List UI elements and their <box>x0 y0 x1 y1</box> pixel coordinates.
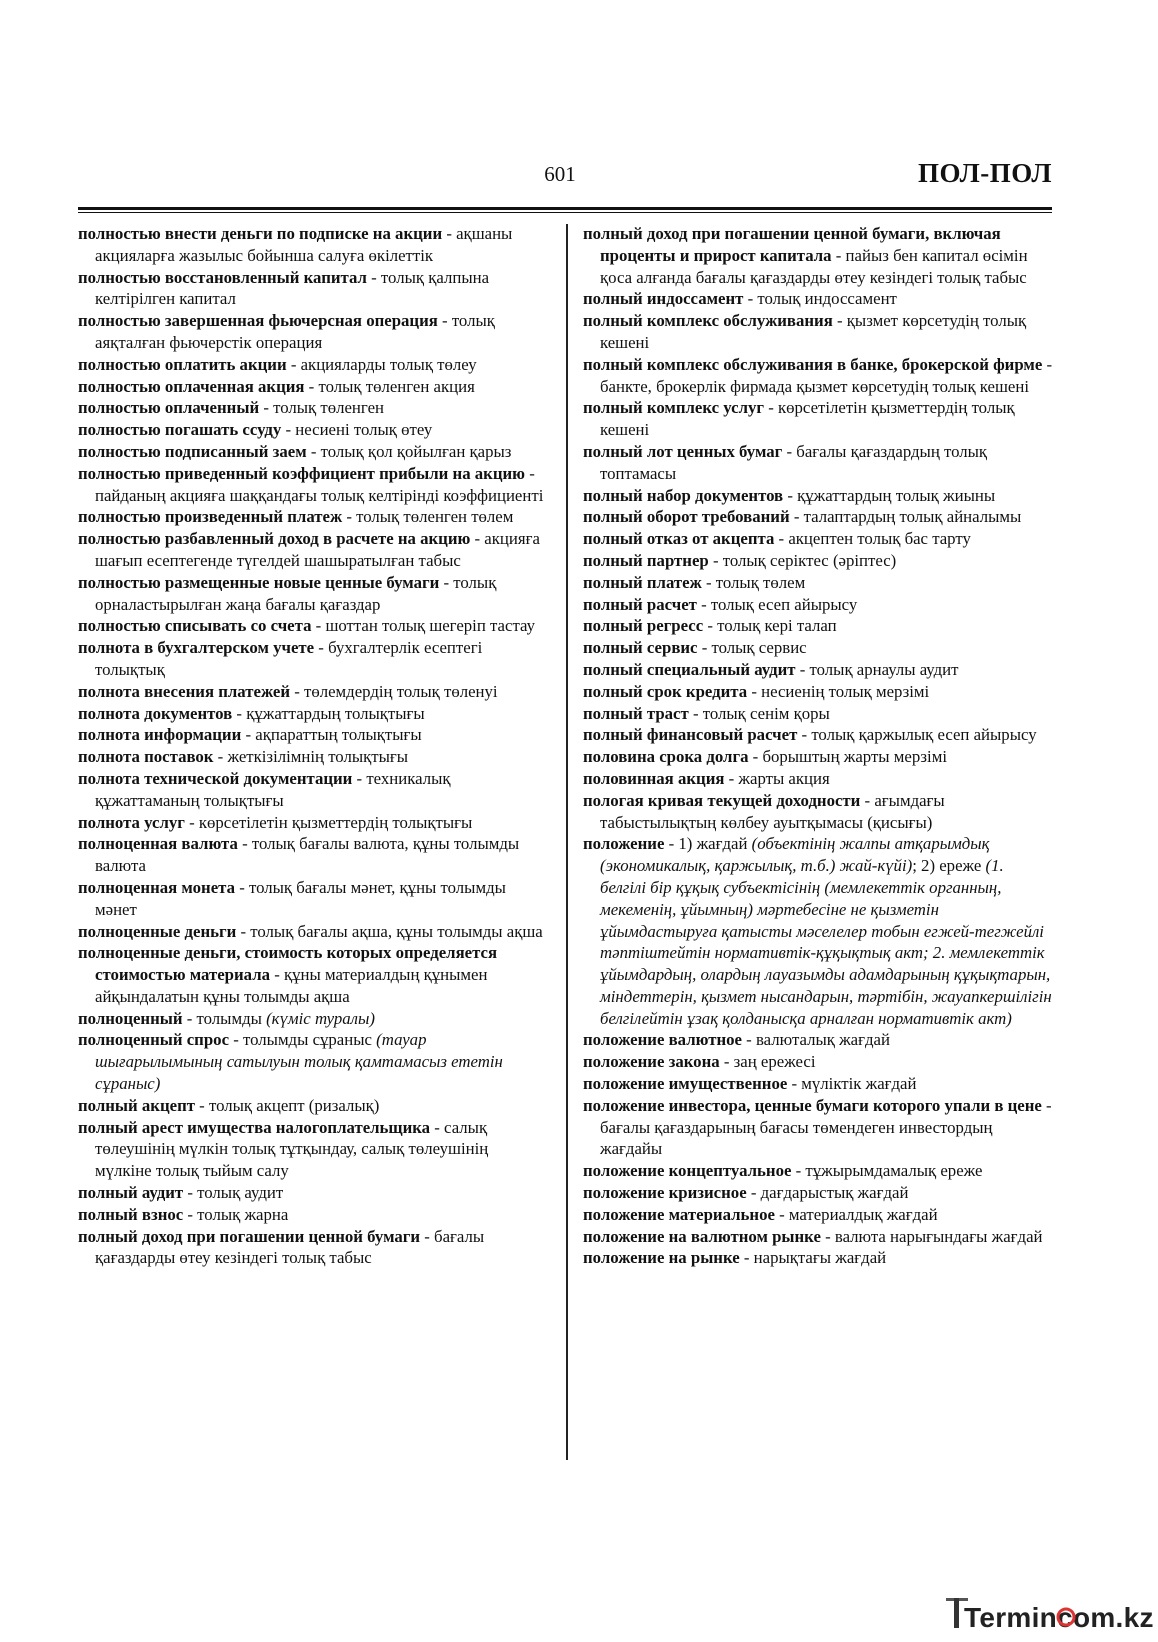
entry-term: полноценный спрос <box>78 1030 230 1050</box>
entry-definition: - ағымдағы табыстылықтың көлбеу ауытқымасы (қисығы) <box>600 790 945 832</box>
dictionary-entry <box>583 1160 1053 1182</box>
entry-term: полностью разбавленный доход в расчете на акцию <box>78 529 471 549</box>
dictionary-entry <box>583 1226 1053 1248</box>
dictionary-entry <box>583 223 1053 288</box>
dictionary-entry <box>583 637 1053 659</box>
entry-definition: - ақпараттың толықтығы <box>241 725 422 745</box>
dictionary-entry <box>583 485 1053 507</box>
entry-term: полностью списывать со счета <box>78 616 312 636</box>
entry-definition: - толық акцепт (ризалық) <box>194 1095 380 1115</box>
entry-term: положение имущественное <box>583 1074 788 1094</box>
dictionary-entry <box>583 1029 1053 1051</box>
entry-definition: - толық бағалы ақша, құны толымды ақша <box>236 921 543 941</box>
dictionary-entry <box>78 1008 548 1030</box>
entry-definition: - заң ережесі <box>719 1052 816 1072</box>
dictionary-entry <box>78 812 548 834</box>
dictionary-entry <box>78 1117 548 1182</box>
entry-definition: - толық қаржылық есеп айырысу <box>797 725 1037 745</box>
entry-definition: - шоттан толық шегеріп тастау <box>311 616 535 636</box>
dictionary-entry <box>583 506 1053 528</box>
entry-definition: - толымды <box>182 1008 267 1028</box>
entry-definition: - толық серіктес (әріптес) <box>708 550 897 570</box>
watermark-logo <box>944 1590 1154 1634</box>
entry-definition: - толық төленген <box>259 398 385 418</box>
entry-term: полный взнос <box>78 1204 184 1224</box>
entry-term: положение на валютном рынке <box>583 1226 821 1246</box>
entry-definition: - толық индоссамент <box>743 289 897 309</box>
entry-term: полностью приведенный коэффициент прибыли на акцию <box>78 463 525 483</box>
dictionary-entry <box>583 550 1053 572</box>
entry-definition: - дағдарыстық жағдай <box>746 1183 909 1203</box>
entry-term: полнота внесения платежей <box>78 681 291 701</box>
entry-term: полный акцепт <box>78 1095 195 1115</box>
entry-term: полный расчет <box>583 594 697 614</box>
entry-definition: - валюта нарығындағы жағдай <box>820 1226 1043 1246</box>
entry-term: полностью завершенная фьючерсная операция <box>78 311 438 331</box>
entry-definition: - көрсетілетін қызметтердің толық кешені <box>600 398 1015 440</box>
entry-term: полноценная монета <box>78 877 235 897</box>
entry-term: полный специальный аудит <box>583 659 796 679</box>
dictionary-entry <box>78 419 548 441</box>
entry-note: (күміс туралы) <box>266 1008 375 1028</box>
dictionary-entry <box>78 506 548 528</box>
entry-note: (объектінің жалпы атқарымдық (экономикалық, қаржылық, т.б.) жай-күйі) <box>600 834 990 876</box>
entry-term: полностью произведенный платеж <box>78 507 343 527</box>
dictionary-entry <box>78 833 548 877</box>
dictionary-entry <box>78 1204 548 1226</box>
entry-definition: - толық қол қойылған қарыз <box>306 441 512 461</box>
entry-term: полный доход при погашении ценной бумаги, включая проценты и прирост капитала <box>583 224 1001 265</box>
entry-term: полный индоссамент <box>583 289 744 309</box>
entry-term: полностью оплатить акции <box>78 354 287 374</box>
entry-term: полный оборот требований <box>583 507 790 527</box>
entry-definition: - жеткізілімнің толықтығы <box>213 747 409 767</box>
entry-definition: - бағалы қағаздардың толық топтамасы <box>600 441 988 483</box>
dictionary-entry <box>78 397 548 419</box>
entry-definition: - несиенің толық мерзімі <box>747 681 930 701</box>
dictionary-entry <box>78 223 548 267</box>
dictionary-entry <box>583 288 1053 310</box>
entry-definition: - 1) жағдай <box>664 834 752 854</box>
entry-term: половина срока долга <box>583 747 749 767</box>
header-rule <box>78 207 1052 210</box>
dictionary-entry <box>583 441 1053 485</box>
entry-definition: - толық қалпына келтірілген капитал <box>95 267 490 309</box>
entry-term: полный комплекс обслуживания в банке, брокерской фирме <box>583 354 1043 374</box>
entry-term: полный аудит <box>78 1183 184 1203</box>
entry-definition: - толымды сұраныс <box>229 1030 377 1050</box>
entry-definition: - толық аудит <box>183 1183 284 1203</box>
page-running-head: ПОЛ-ПОЛ <box>917 158 1052 188</box>
entry-definition: - төлемдердің толық төленуі <box>290 681 498 701</box>
left-column <box>78 223 548 1269</box>
entry-term: положение закона <box>583 1052 720 1072</box>
entry-term: полный траст <box>583 703 689 723</box>
entry-definition: - толық кері талап <box>703 616 837 636</box>
dictionary-entry <box>78 1095 548 1117</box>
dictionary-entry <box>583 746 1053 768</box>
entry-term: полностью оплаченный <box>78 398 260 418</box>
entry-term: полный финансовый расчет <box>583 725 798 745</box>
watermark-text: Termincom.kz <box>964 1602 1154 1633</box>
dictionary-entry <box>583 1247 1053 1269</box>
entry-term: полностью подписанный заем <box>78 441 307 461</box>
entry-term: полный регресс <box>583 616 704 636</box>
dictionary-entry <box>583 1051 1053 1073</box>
entry-term: полностью оплаченная акция <box>78 376 305 396</box>
entry-definition-2: ; 2) ереже <box>912 856 986 876</box>
entry-term: полнота технической документации <box>78 768 353 788</box>
entry-term: полнота информации <box>78 725 242 745</box>
dictionary-entry <box>583 681 1053 703</box>
dictionary-entry <box>583 1095 1053 1160</box>
dictionary-entry <box>583 397 1053 441</box>
dictionary-entry <box>78 942 548 1007</box>
entry-definition: - бағалы қағаздарды өтеу кезіндегі толық табыс <box>95 1226 485 1268</box>
dictionary-entry <box>78 267 548 311</box>
entry-term: полноценные деньги, стоимость которых определяется стоимостью материала <box>78 943 498 985</box>
entry-definition: - бағалы қағаздарының бағасы төмендеген инвестордың жағдайы <box>600 1095 1052 1159</box>
dictionary-entry <box>78 1226 548 1270</box>
entry-definition: - толық төленген акция <box>304 376 475 396</box>
dictionary-entry <box>78 376 548 398</box>
entry-definition: - толық аяқталған фьючерстік операция <box>95 311 495 352</box>
header-rule-thin <box>78 212 1052 213</box>
entry-definition: - толық орналастырылған жаңа бағалы қағаздар <box>95 572 497 614</box>
entry-term: полный комплекс обслуживания <box>583 311 833 331</box>
entry-term: положение на рынке <box>583 1248 740 1268</box>
dictionary-entry <box>78 354 548 376</box>
entry-term: пологая кривая текущей доходности <box>583 790 861 810</box>
page-number: 601 <box>544 162 576 186</box>
dictionary-entry <box>583 724 1053 746</box>
entry-definition: - акцияға шағып есептегенде түгелдей шашыратылған табыс <box>95 529 540 570</box>
entry-term: полный лот ценных бумаг <box>583 441 783 461</box>
entry-term: полный арест имущества налогоплательщика <box>78 1117 431 1137</box>
dictionary-entry <box>583 703 1053 725</box>
dictionary-entry <box>78 724 548 746</box>
entry-definition: - толық есеп айырысу <box>696 594 858 614</box>
dictionary-entry <box>78 1182 548 1204</box>
entry-definition: - ақшаны акцияларға жазылыс бойынша салуға өкілеттік <box>95 224 513 265</box>
entry-definition: - мүліктік жағдай <box>787 1074 917 1094</box>
entry-definition: - тұжырымдамалық ереже <box>791 1161 983 1181</box>
entry-definition: - бухгалтерлік есептегі толықтық <box>95 638 483 679</box>
entry-definition: - банкте, брокерлік фирмада қызмет көрсетудің толық кешені <box>600 354 1053 396</box>
entry-term: положение инвестора, ценные бумаги которого упали в цене <box>583 1095 1042 1115</box>
watermark-logo-graphic <box>944 1590 1154 1634</box>
dictionary-entry <box>78 463 548 507</box>
dictionary-entry <box>78 921 548 943</box>
entry-definition: - қызмет көрсетудің толық кешені <box>600 311 1027 352</box>
entry-definition: - валюталық жағдай <box>741 1030 890 1050</box>
entry-term: полный сервис <box>583 638 698 658</box>
entry-definition: - материалдық жағдай <box>774 1204 938 1224</box>
entry-definition: - толық төлем <box>701 572 806 592</box>
entry-term: полный набор документов <box>583 485 784 505</box>
entry-term: положение материальное <box>583 1204 775 1224</box>
entry-definition: - пайданың акцияға шаққандағы толық келтірінді коэффициенті <box>95 463 544 505</box>
entry-term: полный отказ от акцепта <box>583 529 775 549</box>
entry-term: положение концептуальное <box>583 1161 792 1181</box>
dictionary-entry <box>583 790 1053 834</box>
dictionary-entry <box>583 768 1053 790</box>
entry-definition: - акцептен толық бас тарту <box>774 529 971 549</box>
entry-term: полноценные деньги <box>78 921 237 941</box>
dictionary-entry <box>583 594 1053 616</box>
entry-definition: - толық сервис <box>697 638 807 658</box>
entry-definition: - толық төленген төлем <box>342 507 514 527</box>
entry-definition: - пайыз бен капитал өсімін қоса алғанда бағалы қағаздарды өтеу кезіндегі толық табыс <box>600 245 1028 287</box>
entry-definition: - толық жарна <box>183 1204 289 1224</box>
entry-definition: - толық арнаулы аудит <box>795 659 959 679</box>
entry-term: полноценный <box>78 1008 183 1028</box>
dictionary-entry <box>583 659 1053 681</box>
right-column <box>583 223 1053 1269</box>
entry-definition: - құжаттардың толық жиыны <box>783 485 996 505</box>
entry-term: полнота в бухгалтерском учете <box>78 638 315 658</box>
dictionary-entry <box>78 768 548 812</box>
entry-note-2: (1. белгілі бір құқық субъектісінің (мемлекеттік органның, мекеменің, ұйымның) мәртебесіне не қызметін ұйымдастыруға қатысты мәселелер тобын егжей-тегжейлі тәптіштейтін нормативтік-құқықтық акт; 2. мемлекеттік ұйымдардың, олардың лауазымды адамдарының құқықтарын, міндеттерін, қызмет нысандарын, тәртібін, жауапкершілігін белгілейтін ұзақ қолданысқа арналған нормативтік акт) <box>600 856 1052 1028</box>
dictionary-entry <box>583 833 1053 1029</box>
entry-definition: - көрсетілетін қызметтердің толықтығы <box>184 812 473 832</box>
entry-definition: - құны материалдың құнымен айқындалатын құны толымды ақша <box>95 965 488 1006</box>
entry-term: полностью погашать ссуду <box>78 420 282 440</box>
entry-term: полный партнер <box>583 550 709 570</box>
entry-definition: - несиені толық өтеу <box>281 420 433 440</box>
column-divider <box>566 224 568 1460</box>
entry-term: половинная акция <box>583 768 725 788</box>
dictionary-entry <box>78 681 548 703</box>
entry-definition: - толық бағалы валюта, құны толымды валюта <box>95 834 520 876</box>
entry-definition: - талаптардың толық айналымы <box>789 507 1022 527</box>
dictionary-entry <box>78 441 548 463</box>
dictionary-entry <box>583 1073 1053 1095</box>
entry-term: полнота поставок <box>78 747 214 767</box>
entry-term: полнота документов <box>78 703 233 723</box>
entry-term: положение кризисное <box>583 1183 747 1203</box>
entry-definition: - жарты акция <box>724 768 830 788</box>
entry-definition: - салық төлеушінің мүлкін толық тұтқындау, салық төлеушінің мүлкіне толық тыйым салу <box>95 1117 489 1181</box>
entry-definition: - толық сенім қоры <box>688 703 830 723</box>
dictionary-entry <box>583 1204 1053 1226</box>
dictionary-entry <box>78 637 548 681</box>
dictionary-entry <box>78 572 548 616</box>
entry-definition: - акцияларды толық төлеу <box>286 354 477 374</box>
dictionary-entry <box>583 572 1053 594</box>
dictionary-entry <box>583 310 1053 354</box>
entry-term: положение <box>583 834 665 854</box>
dictionary-entry <box>583 528 1053 550</box>
entry-term: полноценная валюта <box>78 834 238 854</box>
dictionary-entry <box>78 310 548 354</box>
entry-definition: - борыштың жарты мерзімі <box>748 747 948 767</box>
entry-term: полный платеж <box>583 572 702 592</box>
entry-term: положение валютное <box>583 1030 742 1050</box>
entry-note: (тауар шығарылымының сатылуын толық қамтамасыз ететін сұраныс) <box>95 1030 503 1094</box>
entry-term: полный доход при погашении ценной бумаги <box>78 1226 421 1246</box>
dictionary-entry <box>583 354 1053 398</box>
entry-term: полностью внести деньги по подписке на акции <box>78 224 443 243</box>
dictionary-entry <box>78 1029 548 1094</box>
dictionary-entry <box>78 528 548 572</box>
dictionary-entry <box>78 615 548 637</box>
entry-term: полностью восстановленный капитал <box>78 267 367 287</box>
entry-term: полностью размещенные новые ценные бумаги <box>78 572 440 592</box>
entry-definition: - нарықтағы жағдай <box>739 1248 887 1268</box>
dictionary-entry <box>78 877 548 921</box>
entry-definition: - толық бағалы мәнет, құны толымды мәнет <box>95 877 506 919</box>
entry-term: полнота услуг <box>78 812 185 832</box>
dictionary-entry <box>583 1182 1053 1204</box>
dictionary-entry <box>78 703 548 725</box>
dictionary-entry <box>583 615 1053 637</box>
dictionary-entry <box>78 746 548 768</box>
entry-definition: - техникалық құжаттаманың толықтығы <box>95 768 451 810</box>
entry-term: полный срок кредита <box>583 681 748 701</box>
entry-definition: - құжаттардың толықтығы <box>232 703 425 723</box>
entry-term: полный комплекс услуг <box>583 398 765 418</box>
